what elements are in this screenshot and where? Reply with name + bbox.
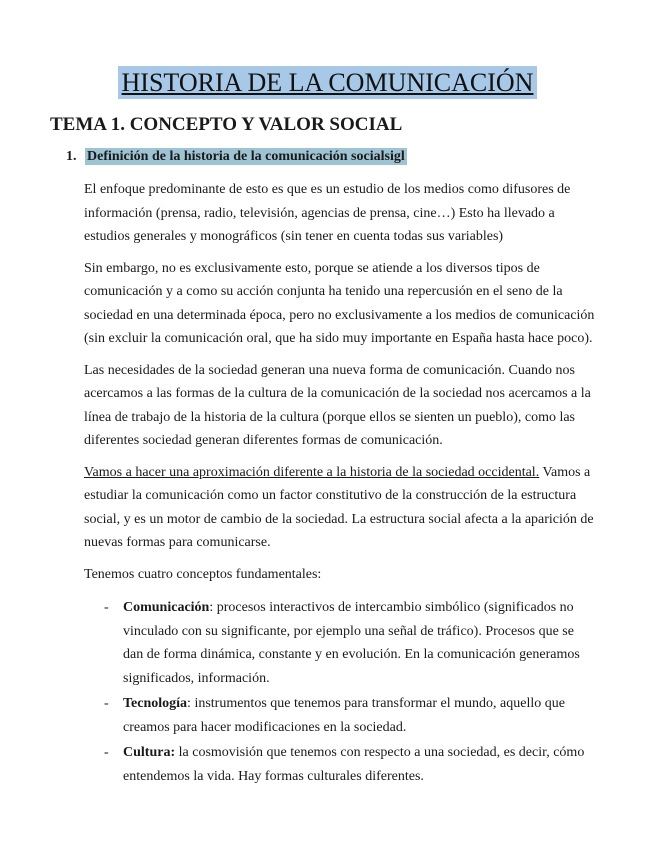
concept-desc: la cosmovisión que tenemos con respecto a una sociedad, es decir, cómo entendemos la vida. Hay formas culturales diferentes. bbox=[123, 745, 585, 784]
paragraph-approach bbox=[84, 461, 596, 555]
section-heading bbox=[66, 149, 407, 165]
list-item bbox=[84, 692, 596, 739]
title-block bbox=[0, 66, 655, 99]
paragraph-media-focus: El enfoque predominante de esto es que es un estudio de los medios como difusores de información (prensa, radio, televisión, agencias de prensa, cine…) Esto ha llevado a estudios generales y monográficos (sin tener en cuenta todas sus variables) bbox=[84, 182, 571, 244]
concept-desc: procesos interactivos de intercambio simbólico (significados no vinculado con su significante, por ejemplo una señal de tráfico). Procesos que se dan de forma dinámica, constante y en evolución. En la comunicación generamos significados, información. bbox=[123, 600, 580, 686]
tema-heading: TEMA 1. CONCEPTO Y VALOR SOCIAL bbox=[50, 114, 403, 135]
document-title: HISTORIA DE LA COMUNICACIÓN bbox=[118, 66, 538, 99]
bullet-dash: - bbox=[104, 696, 109, 711]
concept-desc: instrumentos que tenemos para transformar el mundo, aquello que creamos para hacer modificaciones en la sociedad. bbox=[123, 696, 565, 735]
document-body bbox=[84, 178, 596, 790]
concepts-intro: Tenemos cuatro conceptos fundamentales: bbox=[84, 566, 322, 582]
concept-sep: : bbox=[187, 696, 195, 711]
section-number: 1. bbox=[66, 149, 77, 164]
concept-term: Cultura: bbox=[123, 745, 176, 760]
list-item bbox=[84, 741, 596, 788]
approach-underlined: Vamos a hacer una aproximación diferente a la historia de la sociedad occidental. bbox=[84, 464, 540, 480]
paragraph-society-needs: Las necesidades de la sociedad generan una nueva forma de comunicación. Cuando nos acercamos a las formas de la cultura de la comunicación de la sociedad nos acercamos a la línea de trabajo de la historia de la cultura (porque ellos se sienten un pueblo), como las diferentes sociedad generan diferentes formas de comunicación. bbox=[84, 362, 591, 448]
concept-sep: : bbox=[209, 600, 217, 615]
section-title: Definición de la historia de la comunicación socialsigl bbox=[87, 149, 405, 164]
concept-term: Tecnología bbox=[123, 696, 188, 711]
approach-rest: Vamos a estudiar la comunicación como un factor constitutivo de la construcción de la estructura social, y es un motor de cambio de la sociedad. La estructura social afecta a la aparición de nuevas formas para comunicarse. bbox=[84, 464, 594, 550]
list-item bbox=[84, 596, 596, 690]
paragraph-broader-scope: Sin embargo, no es exclusivamente esto, porque se atiende a los diversos tipos de comunicación y a como su acción conjunta ha tenido una repercusión en el seno de la sociedad en una determinada época, pero no exclusivamente a los medios de comunicación (sin excluir la comunicación oral, que ha sido muy importante en España hasta hace poco). bbox=[84, 260, 595, 346]
bullet-dash: - bbox=[104, 745, 109, 760]
concepts-list bbox=[84, 596, 596, 788]
bullet-dash: - bbox=[104, 600, 109, 615]
concept-term: Comunicación bbox=[123, 600, 210, 615]
